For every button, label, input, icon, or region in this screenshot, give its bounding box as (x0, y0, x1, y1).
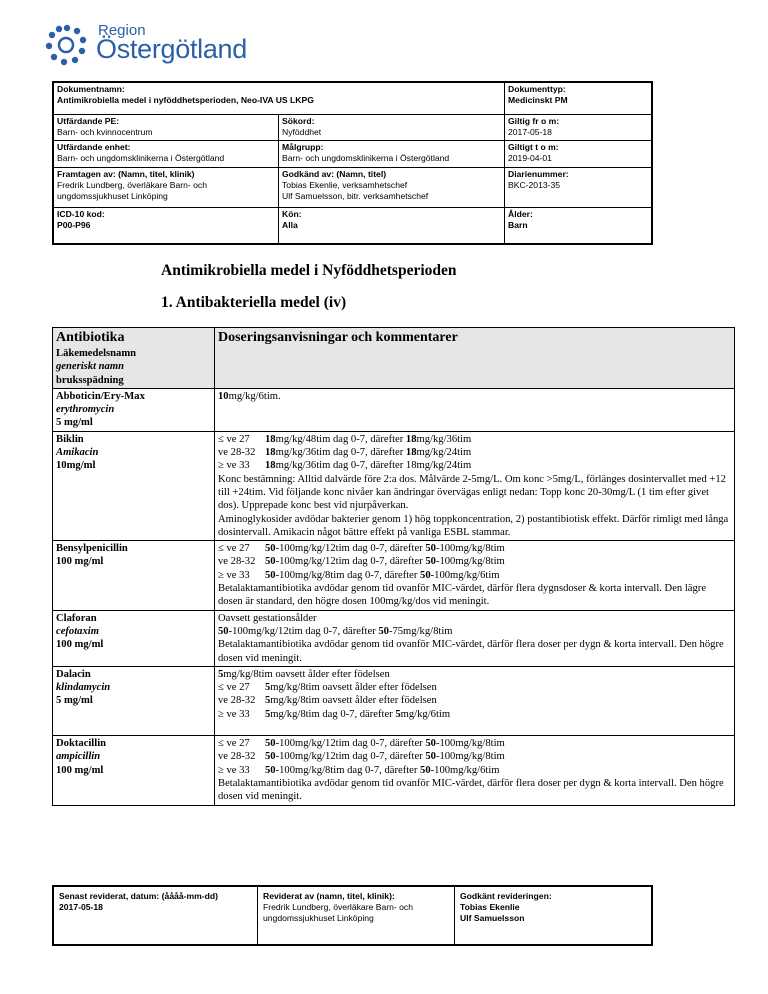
dose-text: -100mg/kg/8tim (435, 751, 505, 763)
dosage-cell (215, 431, 735, 540)
table-row (53, 666, 735, 735)
dosage-line (218, 433, 731, 446)
dosage-line (218, 694, 731, 707)
age-group: ve 28-32 (218, 556, 256, 568)
dosage-cell (215, 610, 735, 666)
dose-text: mg/kg/8tim oavsett ålder efter födelsen (270, 682, 437, 694)
diarienummer-cell (505, 167, 653, 207)
drug-cell (53, 541, 215, 610)
dose-text: mg/kg/6tim. (228, 390, 281, 402)
dose-value: 18 (405, 447, 417, 459)
drug-cell (53, 431, 215, 540)
reviderat-av-label: Reviderat av (namn, titel, klinik): (263, 891, 395, 901)
drug-generic: ampicillin (56, 751, 101, 763)
drug-name: Doktacillin (56, 738, 107, 750)
dose-text: -100mg/kg/12tim dag 0-7, därefter (228, 625, 379, 637)
dose-text: mg/kg/8tim oavsett ålder efter födelsen (270, 695, 437, 707)
dose-text: -100mg/kg/8tim (435, 738, 505, 750)
dose-value: 50 (425, 543, 436, 555)
dosage-line (218, 625, 731, 638)
drug-cell (53, 666, 215, 735)
giltig-tom-label: Giltigt t o m: (508, 141, 559, 152)
giltig-from-value: 2017-05-18 (508, 126, 552, 137)
dosage-line (218, 681, 731, 694)
alder-cell (505, 207, 653, 244)
malgrupp-label: Målgrupp: (282, 141, 324, 152)
dosage-line (218, 750, 731, 763)
dose-value: 50 (420, 764, 431, 776)
dose-value: 18 (265, 433, 276, 445)
dokumentnamn-label: Dokumentnamn: (57, 84, 125, 94)
dose-value: 18 (265, 460, 276, 472)
reviderat-value: 2017-05-18 (59, 902, 103, 912)
dose-value: 50 (218, 625, 229, 637)
utfardande-pe-cell (53, 114, 279, 140)
dose-value: 5 (395, 708, 401, 720)
table-header-row (53, 328, 735, 389)
drug-cell (53, 736, 215, 805)
age-group: ≥ ve 33 (218, 569, 250, 581)
godkand-value-1: Tobias Ekenlie, verksamhetschef (282, 179, 408, 190)
framtagen-cell (53, 167, 279, 207)
giltig-tom-value: 2019-04-01 (508, 152, 552, 163)
revision-footer-table (52, 885, 653, 946)
dosage-line (218, 390, 731, 403)
sokord-cell (279, 114, 505, 140)
alder-value: Barn (508, 219, 528, 230)
drug-dilution: 5 mg/ml (56, 417, 93, 429)
godkant-value-1: Tobias Ekenlie (460, 902, 520, 912)
giltig-from-label: Giltig fr o m: (508, 115, 560, 126)
framtagen-label: Framtagen av: (Namn, titel, klinik) (57, 168, 195, 179)
kon-value: Alla (282, 219, 298, 230)
dose-value: 50 (265, 751, 276, 763)
drug-name: Dalacin (56, 668, 91, 680)
dokumenttyp-cell (505, 82, 653, 114)
dosage-line (218, 446, 731, 459)
logo-county-text: Östergötland (96, 34, 247, 64)
dose-value: 50 (420, 569, 431, 581)
dose-value: 50 (425, 751, 436, 763)
malgrupp-cell (279, 140, 505, 167)
alder-label: Ålder: (508, 208, 533, 219)
table-row (53, 610, 735, 666)
framtagen-value: Fredrik Lundberg, överläkare Barn- och ungdomssjukhuset Linköping (57, 179, 207, 201)
dose-value: 5 (218, 668, 224, 680)
dose-text: -100mg/kg/12tim dag 0-7, därefter (275, 556, 426, 568)
age-group: ≤ ve 27 (218, 543, 250, 555)
dosage-note: Aminoglykosider avdödar bakterier genom 1) hög toppkoncentration, 2) postantibiotisk effekt. Därför rimligt med långa dosintervall. Amikacin något bättre effekt på vanliga ESBL stammar. (218, 513, 729, 538)
age-group: ≤ ve 27 (218, 738, 250, 750)
dokumenttyp-label: Dokumenttyp: (508, 84, 566, 94)
drug-name: Claforan (56, 612, 97, 624)
col1-sub-generiskt: generiskt namn (56, 361, 124, 373)
utfardande-enhet-value: Barn- och ungdomsklinikerna i Östergötland (57, 152, 225, 163)
dose-value: 18 (265, 447, 276, 459)
dosage-line (218, 668, 731, 681)
dosage-line (218, 764, 731, 777)
icd-cell (53, 207, 279, 244)
drug-dilution: 100 mg/ml (56, 764, 104, 776)
document-title: Antimikrobiella medel i Nyföddhetsperioden (161, 262, 457, 279)
dosage-note: Betalaktamantibiotika avdödar genom tid ovanför MIC-värdet, därför flera dygnsdoser & korta intervall. Den lägre dosen är standard, den högre dosen 100mg/kg/dos vid meningit. (218, 583, 707, 608)
dosage-line (218, 737, 731, 750)
dose-value: 50 (265, 556, 276, 568)
dosage-cell (215, 541, 735, 610)
godkand-value-2: Ulf Samuelsson, bitr. verksamhetschef (282, 190, 429, 201)
table-row (53, 541, 735, 610)
age-group: ≥ ve 33 (218, 460, 250, 472)
age-group: ≤ ve 27 (218, 433, 250, 445)
dosage-note: Betalaktamantibiotika avdödar genom tid ovanför MIC-värdet, därför flera doser per dygn & korta intervall. Den högre dosen vid meningit. (218, 777, 724, 803)
dose-text: -100mg/kg/6tim (430, 764, 500, 776)
dosage-line (218, 708, 731, 721)
malgrupp-value: Barn- och ungdomsklinikerna i Östergötland (282, 152, 450, 163)
dose-value: 5 (265, 695, 271, 707)
utfardande-enhet-label: Utfärdande enhet: (57, 141, 131, 152)
dose-value: 5 (265, 682, 271, 694)
dose-text: mg/kg/8tim oavsett ålder efter födelsen (223, 668, 390, 680)
sokord-value: Nyföddhet (282, 126, 322, 137)
dosage-cell (215, 388, 735, 431)
reviderat-av-cell (258, 886, 455, 945)
age-group: ve 28-32 (218, 751, 256, 763)
drug-generic: klindamycin (56, 682, 111, 694)
antibiotics-table (52, 327, 735, 806)
dose-text: -100mg/kg/12tim dag 0-7, därefter (275, 543, 426, 555)
document-metadata-table (52, 81, 653, 245)
age-group: ≥ ve 33 (218, 708, 250, 720)
kon-label: Kön: (282, 208, 302, 219)
godkant-label: Godkänt revideringen: (460, 891, 552, 901)
dose-text: -100mg/kg/8tim (435, 556, 505, 568)
dosage-note: Konc bestämning: Alltid dalvärde före 2:a dos. Målvärde 2-5mg/L. Om konc >5mg/L, förlänges dosintervallet med +12 till +24tim. Vid följande konc nivåer kan ändringar övervägas enligt nedan: Topp konc 20-30mg/L (1 tim efter givet dos). Upprepade konc best vid njurpåverkan. (218, 473, 726, 512)
drug-name: Abboticin/Ery-Max (56, 390, 145, 402)
dose-value: 18 (405, 433, 417, 445)
reviderat-datum-cell (53, 886, 258, 945)
dose-value: 50 (378, 625, 389, 637)
logo-region-text: Region (98, 22, 146, 39)
dose-value: 50 (265, 543, 276, 555)
sokord-label: Sökord: (282, 115, 315, 126)
drug-name: Bensylpenicillin (56, 543, 128, 555)
dose-text: mg/kg/36tim dag 0-7, därefter (275, 447, 406, 459)
drug-dilution: 100 mg/ml (56, 556, 104, 568)
dosage-note: Betalaktamantibiotika avdödar genom tid ovanför MIC-värdet, därför flera doser per dygn & korta intervall. Den högre dosen vid meningit. (218, 639, 724, 664)
region-crest-icon (44, 22, 90, 68)
age-group: ≤ ve 27 (218, 682, 250, 694)
age-group: ve 28-32 (218, 447, 256, 459)
dose-value: 50 (425, 738, 436, 750)
dose-text: -100mg/kg/8tim dag 0-7, därefter (275, 569, 421, 581)
dose-value: 50 (265, 738, 276, 750)
dokumenttyp-value: Medicinskt PM (508, 95, 568, 105)
dose-text: -100mg/kg/8tim (435, 543, 505, 555)
dose-text: mg/kg/24tim (416, 447, 472, 459)
dose-value: 50 (265, 764, 276, 776)
drug-dilution: 10mg/ml (56, 460, 96, 472)
table-row (53, 388, 735, 431)
drug-cell (53, 388, 215, 431)
dose-text: -100mg/kg/12tim dag 0-7, därefter (275, 738, 426, 750)
dose-text: mg/kg/6tim (400, 708, 451, 720)
reviderat-label: Senast reviderat, datum: (åååå-mm-dd) (59, 891, 219, 901)
col1-sub-bruksspadning: bruksspädning (56, 374, 124, 386)
col2-title: Doseringsanvisningar och kommentarer (218, 330, 458, 345)
utfardande-pe-value: Barn- och kvinnocentrum (57, 126, 153, 137)
section-title: 1. Antibakteriella medel (iv) (161, 294, 347, 311)
dose-text: mg/kg/8tim dag 0-7, därefter (270, 708, 396, 720)
header-col-dosering (215, 328, 735, 389)
giltig-tom-cell (505, 140, 653, 167)
region-logo (44, 22, 247, 68)
drug-cell (53, 610, 215, 666)
dose-text: -100mg/kg/12tim dag 0-7, därefter (275, 751, 426, 763)
kon-cell (279, 207, 505, 244)
drug-dilution: 5 mg/ml (56, 695, 93, 707)
dose-value: 5 (265, 708, 271, 720)
drug-name: Biklin (56, 433, 84, 445)
dose-text: mg/kg/48tim dag 0-7, därefter (275, 433, 406, 445)
diarienummer-value: BKC-2013-35 (508, 179, 561, 190)
godkant-cell (455, 886, 653, 945)
dosage-line (218, 542, 731, 555)
age-group: ve 28-32 (218, 695, 256, 707)
godkant-value-2: Ulf Samuelsson (460, 913, 525, 923)
dose-value: 10 (218, 390, 229, 402)
reviderat-av-value: Fredrik Lundberg, överläkare Barn- och ungdomssjukhuset Linköping (263, 902, 413, 923)
dose-text: mg/kg/36tim (416, 433, 472, 445)
dosage-line (218, 459, 731, 472)
col1-sub-lakemedelsnamn: Läkemedelsnamn (56, 348, 137, 359)
dosage-line: Oavsett gestationsålder (218, 612, 317, 624)
dose-value: 50 (425, 556, 436, 568)
drug-generic: cefotaxim (56, 625, 99, 637)
icd-label: ICD-10 kod: (57, 208, 105, 219)
table-row (53, 736, 735, 805)
dokumentnamn-cell (53, 82, 505, 114)
giltig-from-cell (505, 114, 653, 140)
dokumentnamn-value: Antimikrobiella medel i nyföddhetsperioden, Neo-IVA US LKPG (57, 95, 314, 105)
utfardande-enhet-cell (53, 140, 279, 167)
dose-text: mg/kg/36tim dag 0-7, därefter 18mg/kg/24tim (275, 460, 472, 472)
header-col-antibiotika (53, 328, 215, 389)
dosage-cell (215, 666, 735, 735)
drug-dilution: 100 mg/ml (56, 639, 104, 651)
drug-generic: Amikacin (56, 447, 99, 459)
table-row (53, 431, 735, 540)
drug-generic: erythromycin (56, 404, 115, 416)
dosage-line (218, 555, 731, 568)
diarienummer-label: Diarienummer: (508, 168, 569, 179)
dose-value: 50 (265, 569, 276, 581)
dose-text: -75mg/kg/8tim (388, 625, 453, 637)
dose-text: -100mg/kg/8tim dag 0-7, därefter (275, 764, 421, 776)
dose-text: -100mg/kg/6tim (430, 569, 500, 581)
icd-value: P00-P96 (57, 219, 91, 230)
age-group: ≥ ve 33 (218, 764, 250, 776)
godkand-cell (279, 167, 505, 207)
dosage-line (218, 569, 731, 582)
dosage-cell (215, 736, 735, 805)
utfardande-pe-label: Utfärdande PE: (57, 115, 120, 126)
godkand-label: Godkänd av: (Namn, titel) (282, 168, 387, 179)
col1-title: Antibiotika (56, 330, 125, 345)
